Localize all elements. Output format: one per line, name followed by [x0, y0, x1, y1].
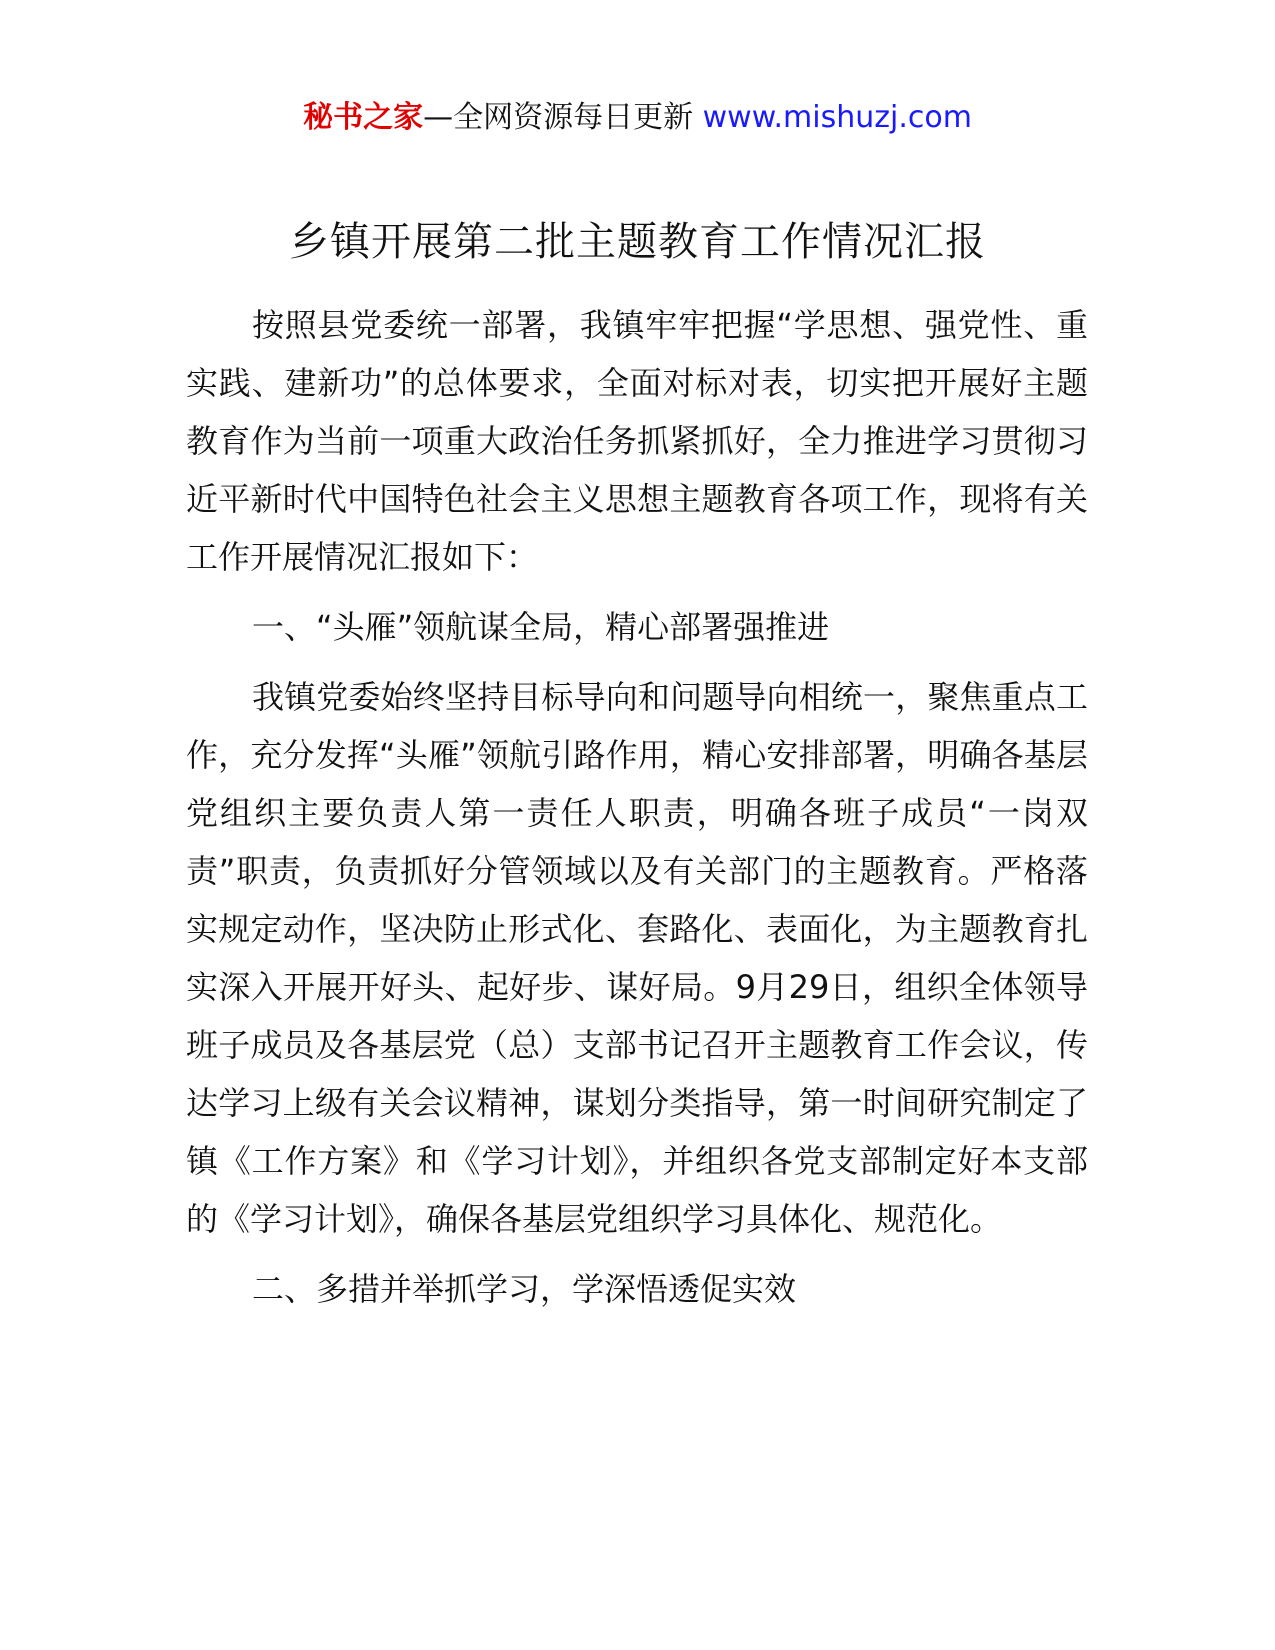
intro-paragraph: 按照县党委统一部署，我镇牢牢把握“学思想、强党性、重实践、建新功”的总体要求，全面对标对表，切实把开展好主题教育作为当前一项重大政治任务抓紧抓好，全力推进学习贯彻习近平新时代中国特色社会主义思想主题教育各项工作，现将有关工作开展情况汇报如下：: [186, 306, 1088, 576]
section-heading-1: 一、“头雁”领航谋全局，精心部署强推进: [252, 608, 830, 646]
site-header: [0, 96, 1275, 140]
site-url-link[interactable]: www.mishuzj.com: [702, 100, 972, 135]
document-title: 乡镇开展第二批主题教育工作情况汇报: [289, 219, 986, 265]
site-brand: 秘书之家: [303, 100, 424, 135]
document-body: [186, 296, 1088, 1318]
site-slogan: —全网资源每日更新: [423, 100, 694, 135]
section-1-paragraph: 我镇党委始终坚持目标导向和问题导向相统一，聚焦重点工作，充分发挥“头雁”领航引路作用，精心安排部署，明确各基层党组织主要负责人第一责任人职责，明确各班子成员“一岗双责”职责，负责抓好分管领域以及有关部门的主题教育。严格落实规定动作，坚决防止形式化、套路化、表面化，为主题教育扎实深入开展开好头、起好步、谋好局。9月29日，组织全体领导班子成员及各基层党（总）支部书记召开主题教育工作会议，传达学习上级有关会议精神，谋划分类指导，第一时间研究制定了镇《工作方案》和《学习计划》，并组织各党支部制定好本支部的《学习计划》，确保各基层党组织学习具体化、规范化。: [186, 678, 1088, 1238]
section-heading-2: 二、多措并举抓学习，学深悟透促实效: [252, 1270, 797, 1308]
